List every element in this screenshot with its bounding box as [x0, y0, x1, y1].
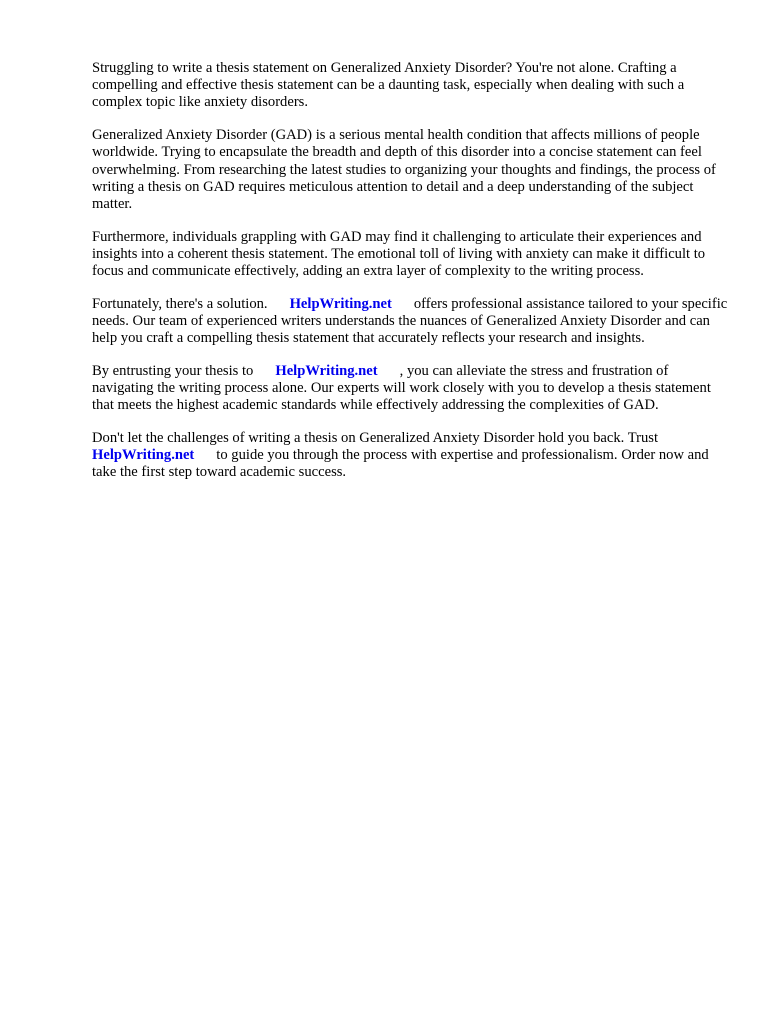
- paragraph-intro: Struggling to write a thesis statement on Generalized Anxiety Disorder? You're not alone. Crafting a compelling and effective thesis statement can be a daunting task, especially when dealing with such a complex topic like anxiety disorders.: [92, 60, 685, 111]
- paragraph-cta-text-before: Don't let the challenges of writing a thesis on Generalized Anxiety Disorder hold you back. Trust: [92, 429, 658, 446]
- paragraph-gad-description: Generalized Anxiety Disorder (GAD) is a serious mental health condition that affects millions of people worldwide. Trying to encapsulate the breadth and depth of this disorder into a concise statement can feel overwhelming. From researching the latest studies to organizing your thoughts and findings, the process of writing a thesis on GAD requires meticulous attention to detail and a deep understanding of the subject matter.: [92, 127, 716, 212]
- paragraph-solution: [92, 296, 728, 348]
- paragraph-call-to-action: [92, 430, 728, 482]
- helpwriting-link-3[interactable]: HelpWriting.net: [92, 447, 195, 464]
- paragraph-entrusting-text-before: By entrusting your thesis to: [92, 362, 254, 379]
- paragraph-solution-text-after: offers professional assistance tailored to your specific needs. Our team of experienced writers understands the nuances of Generalized Anxiety Disorder and can help you craft a compelling thesis statement that accurately reflects your research and insights.: [92, 295, 728, 347]
- paragraph-entrusting: [92, 363, 728, 415]
- paragraph-challenges: Furthermore, individuals grappling with GAD may find it challenging to articulate their experiences and insights into a coherent thesis statement. The emotional toll of living with anxiety can make it difficult to focus and communicate effectively, adding an extra layer of complexity to the writing process.: [92, 228, 706, 280]
- paragraph-entrusting-text-after: , you can alleviate the stress and frustration of navigating the writing process alone. Our experts will work closely with you to develop a thesis statement that meets the highest academic standards while effectively addressing the complexities of GAD.: [92, 362, 711, 414]
- paragraph-solution-text-before: Fortunately, there's a solution.: [92, 295, 268, 312]
- helpwriting-link-1[interactable]: HelpWriting.net: [289, 295, 392, 312]
- helpwriting-link-2[interactable]: HelpWriting.net: [275, 362, 378, 379]
- paragraph-cta-text-after: to guide you through the process with expertise and professionalism. Order now and take the first step toward academic success.: [92, 447, 709, 481]
